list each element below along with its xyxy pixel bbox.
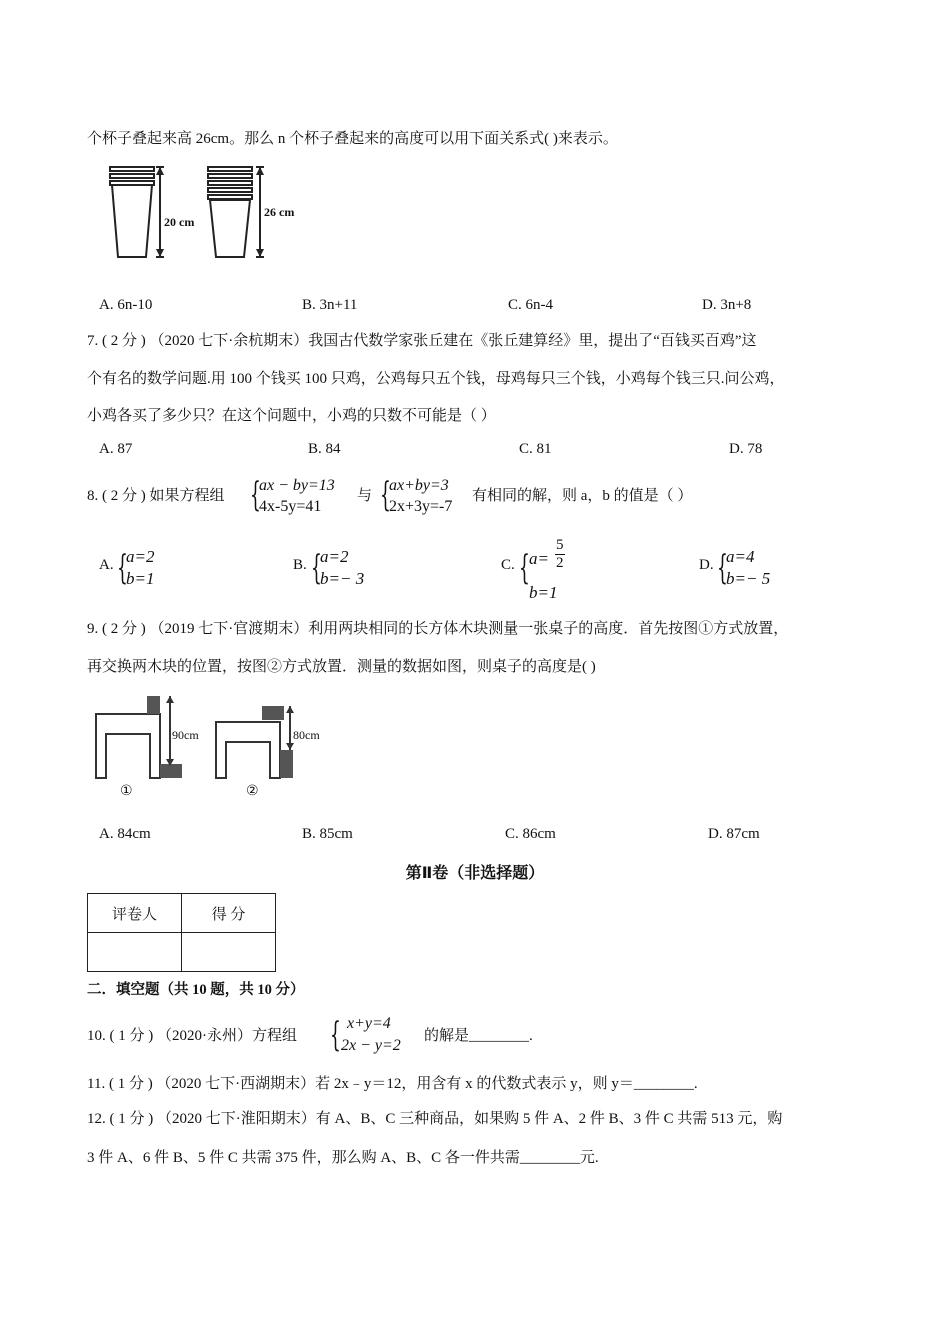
section-2-heading: 二．填空题（共 10 题，共 10 分） — [87, 982, 305, 998]
q8-option-d-brace: { — [717, 548, 728, 588]
q8-option-b-label: B. — [293, 557, 307, 573]
q8-option-b-brace: { — [311, 548, 322, 588]
q9-line1: 9. ( 2 分 ) （2019 七下·官渡期末）利用两块相同的长方体木块测量一张桌子的高度．首先按图①方式放置， — [87, 621, 789, 637]
q7-option-d: D. 78 — [729, 441, 763, 457]
q8-middle: 与 — [357, 488, 373, 504]
figure-label-80: 80cm — [293, 728, 320, 742]
q9-option-c: C. 86cm — [505, 826, 556, 842]
q9-option-a: A. 84cm — [99, 826, 151, 842]
q8-option-c-fraction: $\frac{5}{2}$ — [556, 537, 564, 571]
q8-option-d-label: D. — [699, 557, 714, 573]
q9-line2: 再交换两木块的位置，按图②方式放置．测量的数据如图，则桌子的高度是( ) — [87, 659, 596, 675]
q8-option-c-brace: { — [519, 548, 530, 588]
q10-prefix: 10. ( 1 分 ) （2020·永州）方程组 — [87, 1028, 297, 1044]
q6-stem: 个杯子叠起来高 26cm。那么 n 个杯子叠起来的高度可以用下面关系式( )来表示。 — [87, 131, 618, 147]
grader-header-score: 得 分 — [182, 894, 276, 933]
q8-suffix: 有相同的解，则 a，b 的值是（ ） — [472, 488, 693, 504]
part2-title: 第Ⅱ卷（非选择题） — [405, 863, 545, 882]
q7-option-a: A. 87 — [99, 441, 133, 457]
q7-line3: 小鸡各买了多少只？在这个问题中，小鸡的只数不可能是（ ） — [87, 408, 496, 424]
q8-sys2-brace: { — [380, 475, 391, 515]
q7-option-c: C. 81 — [519, 441, 552, 457]
q8-sys1-brace: { — [250, 475, 261, 515]
q9-option-b: B. 85cm — [302, 826, 353, 842]
q10-suffix: 的解是________. — [424, 1028, 533, 1044]
q8-option-c-r2: b=1 — [529, 583, 558, 602]
q8-option-a-brace: { — [117, 548, 128, 588]
cups-label-20: 20 cm — [164, 215, 195, 229]
q6-option-c: C. 6n-4 — [508, 297, 553, 313]
q11-text: 11. ( 1 分 ) （2020 七下·西湖期末）若 2x﹣y＝12，用含有 x 的代数式表示 y，则 y＝________. — [87, 1076, 698, 1092]
q6-option-b: B. 3n+11 — [302, 297, 358, 313]
q8-system-1: ax − by=13 4x-5y=41 — [259, 477, 335, 515]
q8-option-b: a=2 b=− 3 — [320, 547, 365, 588]
grader-cell-score — [182, 933, 276, 972]
q6-option-a: A. 6n-10 — [99, 297, 153, 313]
q12-line2: 3 件 A、6 件 B、5 件 C 共需 375 件，那么购 A、B、C 各一件共需________元. — [87, 1150, 599, 1166]
figure-caption-2: ② — [246, 783, 259, 799]
cups-label-26: 26 cm — [264, 205, 295, 219]
q7-option-b: B. 84 — [308, 441, 341, 457]
grader-header-reviewer: 评卷人 — [88, 894, 182, 933]
figure-label-90: 90cm — [172, 728, 199, 742]
q10-system: x+y=4 2x − y=2 — [341, 1015, 401, 1054]
q10-brace: { — [330, 1015, 341, 1055]
figure-caption-1: ① — [120, 783, 133, 799]
q8-option-c-label: C. — [501, 557, 515, 573]
q6-option-d: D. 3n+8 — [702, 297, 752, 313]
q7-line2: 个有名的数学问题.用 100 个钱买 100 只鸡，公鸡每只五个钱，母鸡每只三个钱，小鸡每个钱三只.问公鸡， — [87, 371, 785, 387]
q8-option-d: a=4 b=− 5 — [726, 547, 771, 588]
q8-option-c-r1: a= — [529, 549, 549, 568]
q7-line1: 7. ( 2 分 ) （2020 七下·余杭期末）我国古代数学家张丘建在《张丘建算经》里，提出了“百钱买百鸡”这 — [87, 333, 757, 349]
q9-option-d: D. 87cm — [708, 826, 760, 842]
q8-option-a-label: A. — [99, 557, 114, 573]
q8-system-2: ax+by=3 2x+3y=-7 — [389, 477, 453, 515]
grader-cell-reviewer — [88, 933, 182, 972]
q12-line1: 12. ( 1 分 ) （2020 七下·淮阳期末）有 A、B、C 三种商品，如果购 5 件 A、2 件 B、3 件 C 共需 513 元，购 — [87, 1111, 783, 1127]
q8-option-a: a=2 b=1 — [126, 547, 155, 588]
grader-table — [87, 893, 276, 972]
q8-prefix: 8. ( 2 分 ) 如果方程组 — [87, 488, 225, 504]
